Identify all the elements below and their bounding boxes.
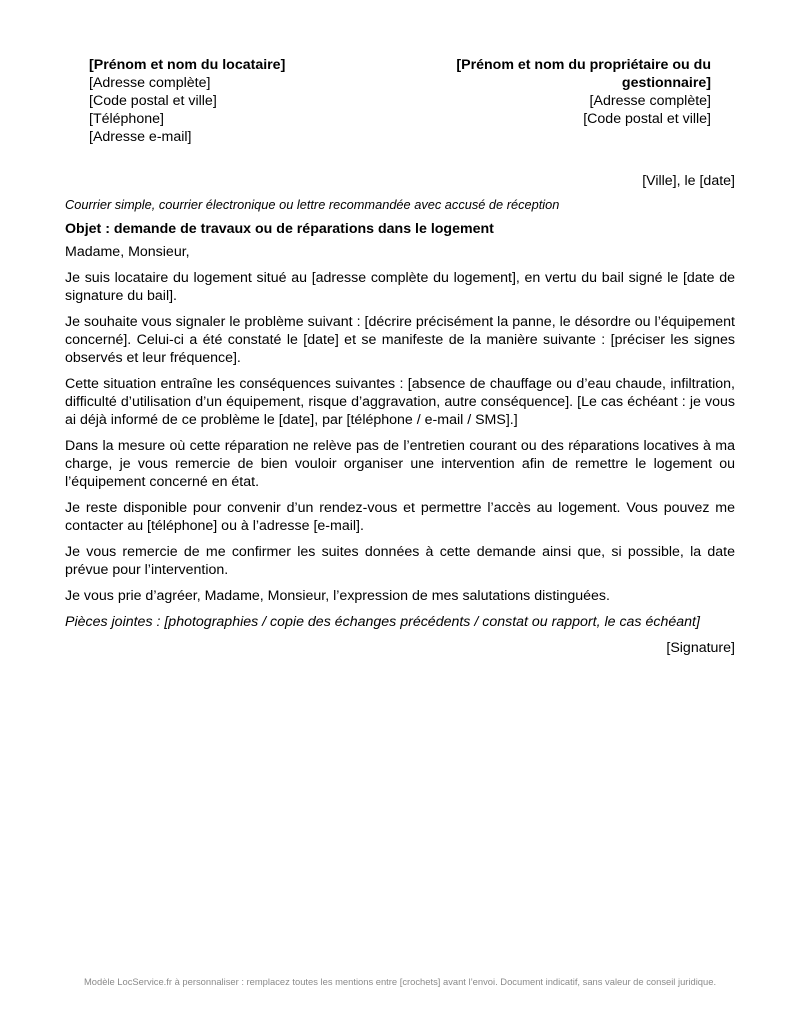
paragraph-consequences: Cette situation entraîne les conséquences suivantes : [absence de chauffage ou d’eau chaude, infiltration, difficulté d’utilisation d’un équipement, risque d’aggravation, autre conséquence]. [Le cas échéant : je vous ai déjà informé de ce problème le [date], par [téléphone / e-mail / SMS].] (65, 376, 735, 428)
paragraph-closing: Je vous prie d’agréer, Madame, Monsieur, l’expression de mes salutations distinguées. (65, 588, 610, 604)
sending-mode: Courrier simple, courrier électronique ou lettre recommandée avec accusé de réception (65, 197, 560, 212)
tenant-block (89, 56, 349, 146)
tenant-name: [Prénom et nom du locataire] (89, 57, 286, 73)
owner-name-line1: [Prénom et nom du propriétaire ou du (456, 57, 711, 73)
salutation: Madame, Monsieur, (65, 244, 190, 260)
attachments-line: Pièces jointes : [photographies / copie des échanges précédents / constat ou rapport, le cas échéant] (65, 614, 700, 630)
place-date: [Ville], le [date] (642, 173, 735, 189)
tenant-postal-city: [Code postal et ville] (89, 93, 217, 109)
paragraph-confirmation: Je vous remercie de me confirmer les suites données à cette demande ainsi que, si possible, la date prévue pour l’intervention. (65, 544, 735, 578)
owner-name-line2: gestionnaire] (621, 75, 711, 91)
owner-postal-city: [Code postal et ville] (583, 111, 711, 127)
letter-body (65, 243, 735, 665)
paragraph-request: Dans la mesure où cette réparation ne relève pas de l’entretien courant ou des réparations locatives à ma charge, je vous remercie de bien vouloir organiser une intervention afin de remettre le logement ou l’équipement concerné en état. (65, 438, 735, 490)
tenant-email: [Adresse e-mail] (89, 129, 192, 145)
footer-note: Modèle LocService.fr à personnaliser : remplacez toutes les mentions entre [crochets] avant l’envoi. Document indicatif, sans valeur de conseil juridique. (83, 976, 717, 987)
owner-address: [Adresse complète] (589, 93, 711, 109)
letter-subject: Objet : demande de travaux ou de réparations dans le logement (65, 221, 494, 237)
paragraph-availability: Je reste disponible pour convenir d’un rendez-vous et permettre l’accès au logement. Vous pouvez me contacter au [téléphone] ou à l’adresse [e-mail]. (65, 500, 735, 534)
paragraph-lease: Je suis locataire du logement situé au [adresse complète du logement], en vertu du bail signé le [date de signature du bail]. (65, 270, 735, 304)
tenant-address: [Adresse complète] (89, 75, 211, 91)
paragraph-problem: Je souhaite vous signaler le problème suivant : [décrire précisément la panne, le désordre ou l’équipement concerné]. Celui-ci a été constaté le [date] et se manifeste de la manière suivante : [préciser les signes observés et leur fréquence]. (65, 314, 735, 366)
signature-placeholder: [Signature] (666, 640, 735, 656)
owner-block (440, 56, 711, 128)
tenant-phone: [Téléphone] (89, 111, 164, 127)
